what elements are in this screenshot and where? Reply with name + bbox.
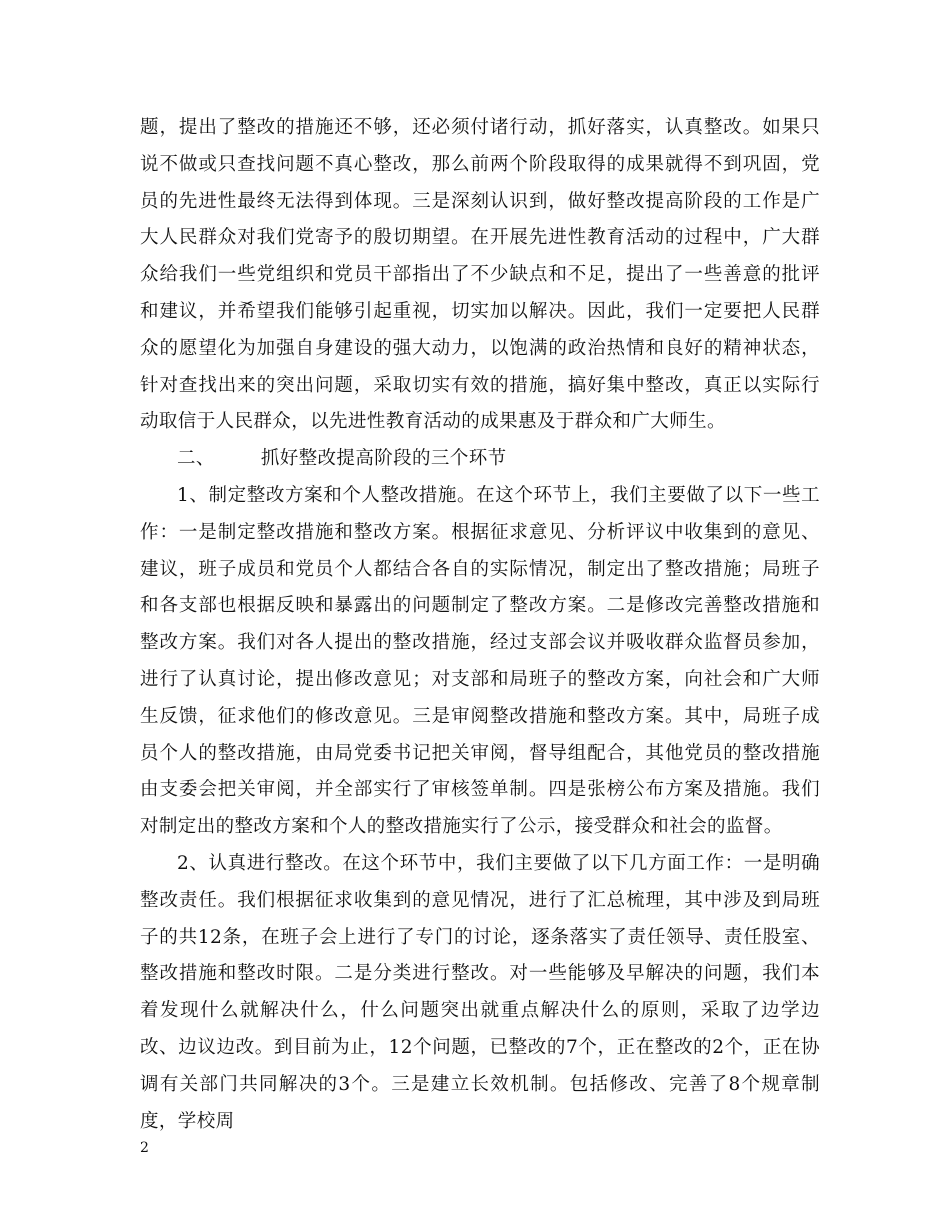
section-heading	[140, 441, 820, 478]
section-title: 抓好整改提高阶段的三个环节	[260, 448, 507, 470]
paragraph-continuation: 题，提出了整改的措施还不够，还必须付诸行动，抓好落实，认真整改。如果只说不做或只查找问题不真心整改，那么前两个阶段取得的成果就得不到巩固，党员的先进性最终无法得到体现。三是深刻认识到，做好整改提高阶段的工作是广大人民群众对我们党寄予的殷切期望。在开展先进性教育活动的过程中，广大群众给我们一些党组织和党员干部指出了不少缺点和不足，提出了一些善意的批评和建议，并希望我们能够引起重视，切实加以解决。因此，我们一定要把人民群众的愿望化为加强自身建设的强大动力，以饱满的政治热情和良好的精神状态，针对查找出来的突出问题，采取切实有效的措施，搞好集中整改，真正以实际行动取信于人民群众，以先进性教育活动的成果惠及于群众和广大师生。	[140, 117, 820, 433]
list-item-2: 2、认真进行整改。在这个环节中，我们主要做了以下几方面工作：一是明确整改责任。我们根据征求收集到的意见情况，进行了汇总梳理，其中涉及到局班子的共12条，在班子会上进行了专门的讨论，逐条落实了责任领导、责任股室、整改措施和整改时限。二是分类进行整改。对一些能够及早解决的问题，我们本着发现什么就解决什么，什么问题突出就重点解决什么的原则，采取了边学边改、边议边改。到目前为止，12个问题，已整改的7个，正在整改的2个，正在协调有关部门共同解决的3个。三是建立长效机制。包括修改、完善了8个规章制度，学校周	[140, 852, 820, 1132]
section-number: 二、	[177, 448, 215, 470]
list-item-1: 1、制定整改方案和个人整改措施。在这个环节上，我们主要做了以下一些工作：一是制定整改措施和整改方案。根据征求意见、分析评议中收集到的意见、建议，班子成员和党员个人都结合各自的实际情况，制定出了整改措施；局班子和各支部也根据反映和暴露出的问题制定了整改方案。二是修改完善整改措施和整改方案。我们对各人提出的整改措施，经过支部会议并吸收群众监督员参加，进行了认真讨论，提出修改意见；对支部和局班子的整改方案，向社会和广大师生反馈，征求他们的修改意见。三是审阅整改措施和整改方案。其中，局班子成员个人的整改措施，由局党委书记把关审阅，督导组配合，其他党员的整改措施由支委会把关审阅，并全部实行了审核签单制。四是张榜公布方案及措施。我们对制定出的整改方案和个人的整改措施实行了公示，接受群众和社会的监督。	[140, 484, 820, 838]
body-text	[140, 110, 820, 1140]
page-number: 2	[140, 1140, 149, 1156]
